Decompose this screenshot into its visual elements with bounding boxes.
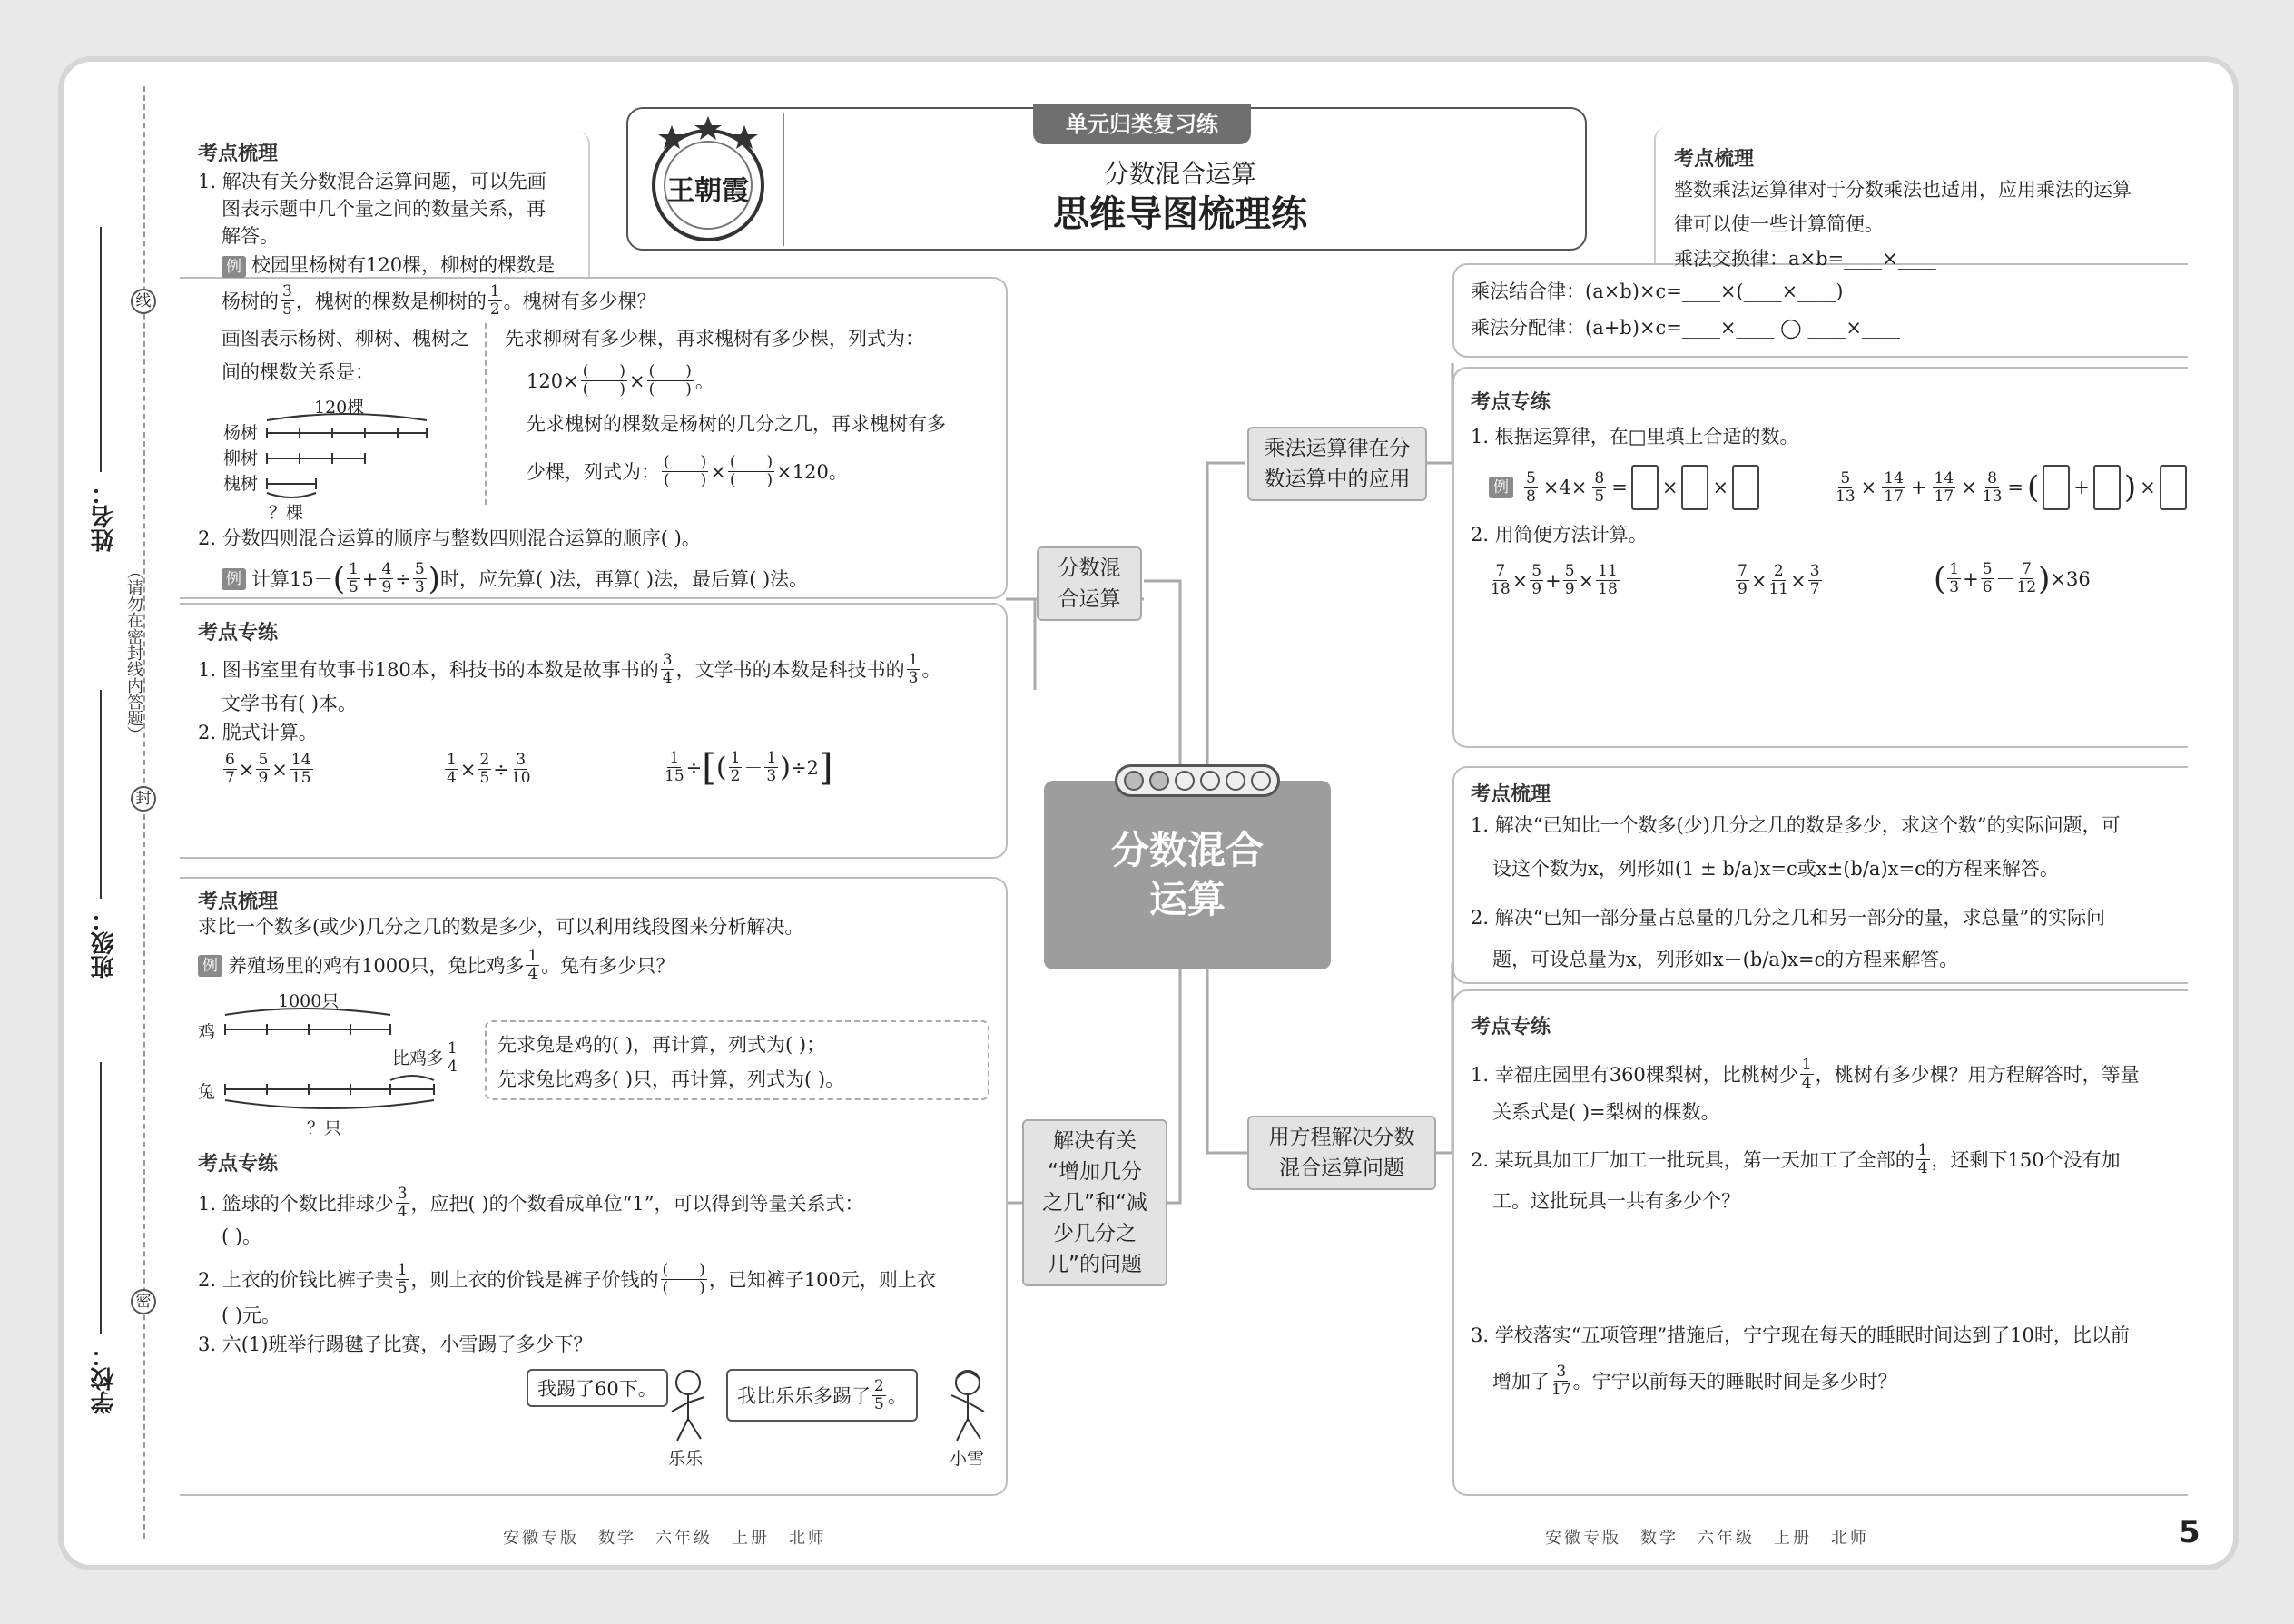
- blank-fraction-1[interactable]: $\frac{( )}{( )}$: [582, 362, 625, 399]
- s4-q2c: ，已知裤子100元，则上衣: [708, 1268, 936, 1291]
- s4-q1c: ( )。: [222, 1225, 262, 1247]
- s3-heading: 考点梳理: [198, 891, 279, 913]
- node-equation[interactable]: 用方程解决分数 混合运算问题: [1247, 1116, 1436, 1190]
- s6-q2: 2. 用简便方法计算。: [1471, 524, 1648, 546]
- s1-example-line1: 校园里杨树有120棵，柳树的棵数是: [251, 254, 556, 276]
- s4-q2b: ，则上衣的价钱是裤子价钱的: [410, 1268, 659, 1291]
- s1-r2: 120×: [527, 369, 579, 392]
- s8-q2a: 2. 某玩具加工厂加工一批玩具，第一天加工了全部的: [1471, 1148, 1915, 1171]
- center-topic-line1: 分数混合: [1110, 828, 1264, 872]
- s1-r3: 先求槐树的棵数是杨树的几分之几，再求槐树有多: [527, 413, 946, 435]
- footer-right: 安徽专版 数学 六年级 上册 北师: [1545, 1529, 1869, 1548]
- s1-example-line2b: ，槐树的棵数是柳树的: [295, 290, 487, 312]
- kid-xiaoxue-icon: [940, 1366, 995, 1448]
- s6-example-2: $\frac{5}{13}$ × $\frac{14}{17}$ + $\frac{14}{17}$ × $\frac{8}{13}$ = ( + ) ×: [1834, 465, 2187, 510]
- s6-example: 例 $\frac{5}{8}$ ×4× $\frac{8}{5}$ = × ×: [1489, 465, 1759, 510]
- binding-mark-2: 封: [131, 786, 156, 812]
- name-label: 姓名：: [91, 481, 118, 552]
- kid-lele-label: 乐乐: [668, 1449, 704, 1469]
- answer-box-1[interactable]: [1631, 465, 1659, 510]
- calc-2: $\frac{1}{4}$ × $\frac{2}{5}$ ÷ $\frac{3}{10}$: [447, 751, 531, 787]
- s4-q1b: ，应把( )的个数看成单位“1”，可以得到等量关系式：: [410, 1192, 864, 1215]
- example-tag: 例: [222, 256, 246, 278]
- s1-p1b: 图表示题中几个量之间的数量关系，再: [222, 198, 546, 220]
- binding-note: （请勿在密封线内答题）: [124, 563, 143, 743]
- seg2-row1: 鸡: [198, 1022, 216, 1042]
- s8-q3b: 增加了: [1492, 1370, 1550, 1393]
- s7-p3: 2. 解决“已知一部分量占总量的几分之几和另一部分的量，求总量”的实际问: [1471, 907, 2106, 929]
- s1-p1c: 解答。: [222, 225, 279, 247]
- seg2-more: 比鸡多: [392, 1048, 445, 1068]
- answer-box-4[interactable]: [2043, 465, 2070, 510]
- s3-p1: 求比一个数多(或少)几分之几的数是多少，可以利用线段图来分析解决。: [198, 916, 804, 938]
- s6-heading: 考点专练: [1471, 391, 1551, 414]
- s6-q1: 1. 根据运算律，在□里填上合适的数。: [1471, 426, 1799, 448]
- s4-q2a: 2. 上衣的价钱比裤子贵: [198, 1268, 394, 1291]
- binding-mark-1: 线: [131, 289, 156, 314]
- s5-p1: 整数乘法运算律对于分数乘法也适用，应用乘法的运算: [1674, 179, 2132, 201]
- page-title: 思维导图梳理练: [1053, 193, 1307, 235]
- s2-q2: 2. 脱式计算。: [198, 722, 318, 743]
- s1-p2: 2. 分数四则混合运算的顺序与整数四则混合运算的顺序( )。: [198, 527, 701, 549]
- s5-law2: 乘法结合律：(a×b)×c=____×(____×____): [1471, 281, 1844, 302]
- s4-q1a: 1. 篮球的个数比排球少: [198, 1192, 394, 1215]
- simplify-3: ( $\frac{1}{3}$ + $\frac{5}{6}$ － $\frac{7}{12}$ ) ×36: [1934, 560, 2091, 597]
- s8-q2-answer-area[interactable]: [1471, 1225, 2161, 1316]
- s1-draw2: 间的棵数关系是：: [222, 361, 374, 383]
- class-label: 班级：: [91, 908, 118, 979]
- calc-3: $\frac{1}{15}$ ÷ [ ( $\frac{1}{2}$ － $\frac{1}{3}$ ) ÷2 ]: [665, 746, 833, 789]
- s1-r4: 少棵，列式为：: [527, 460, 660, 483]
- s7-p4: 题，可设总量为x，列形如x－(b/a)x=c的方程来解答。: [1492, 949, 1959, 970]
- s3-d1: 先求兔是鸡的( )，再计算，列式为( )；: [497, 1034, 826, 1056]
- blank-fraction-5[interactable]: $\frac{( )}{( )}$: [662, 1261, 705, 1297]
- s3-example: 养殖场里的鸡有1000只，兔比鸡多: [228, 954, 525, 977]
- s3-example-b: 。兔有多少只？: [541, 954, 675, 977]
- s8-q1c: 关系式是( )=梨树的棵数。: [1492, 1101, 1720, 1123]
- seg1-question: ？棵: [269, 503, 304, 523]
- s4-q2d: ( )元。: [222, 1304, 281, 1326]
- s8-q1a: 1. 幸福庄园里有360棵梨树，比桃树少: [1471, 1063, 1798, 1086]
- s4-q3: 3. 六(1)班举行踢毽子比赛，小雪踢了多少下？: [198, 1334, 593, 1355]
- seg1-row2: 柳树: [223, 448, 259, 468]
- answer-box-2[interactable]: [1681, 465, 1708, 510]
- s3-d2: 先求兔比鸡多( )只，再计算，列式为( )。: [497, 1068, 845, 1090]
- speech-bubble-lele: 我踢了60下。: [527, 1369, 668, 1407]
- simplify-1: $\frac{7}{18}$ × $\frac{5}{9}$ + $\frac{5}{9}$ × $\frac{11}{18}$: [1491, 562, 1618, 598]
- s7-p2: 设这个数为x，列形如(1 ± b/a)x=c或x±(b/a)x=c的方程来解答。: [1492, 858, 2059, 880]
- s1-p1a: 1. 解决有关分数混合运算问题，可以先画: [198, 171, 546, 192]
- s1-p3b: 时，应先算( )法，再算( )法，最后算( )法。: [439, 567, 809, 590]
- center-topic: [1044, 781, 1331, 969]
- s5-law1: 乘法交换律：a×b=____×____: [1674, 248, 1936, 270]
- subject-title: 分数混合运算: [1103, 159, 1256, 189]
- node-multiplication-laws[interactable]: 乘法运算律在分 数运算中的应用: [1247, 427, 1427, 501]
- s8-q2c: 工。这批玩具一共有多少个？: [1492, 1190, 1740, 1212]
- s5-heading: 考点梳理: [1674, 148, 1755, 171]
- s5-law3: 乘法分配律：(a+b)×c=____×____ ◯ ____×____: [1471, 317, 1900, 339]
- s1-p3a: 计算15－: [251, 567, 333, 590]
- calc-1: $\frac{6}{7}$ × $\frac{5}{9}$ × $\frac{14}{15}$: [225, 751, 311, 787]
- s1-r4b: ×120。: [776, 460, 848, 483]
- footer-left: 安徽专版 数学 六年级 上册 北师: [503, 1529, 827, 1548]
- s8-q2b: ，还剩下150个没有加: [1931, 1148, 2121, 1171]
- example-tag-3: 例: [198, 955, 222, 977]
- blank-fraction-4[interactable]: $\frac{( )}{( )}$: [729, 453, 773, 489]
- seg2-row2: 兔: [198, 1082, 216, 1102]
- s8-q1b: ，桃树有多少棵？用方程解答时，等量: [1815, 1063, 2140, 1086]
- s7-heading: 考点梳理: [1471, 783, 1551, 806]
- logo-text: 王朝霞: [667, 175, 749, 207]
- s2-q1d: 文学书有( )本。: [222, 693, 358, 714]
- node-increase-decrease[interactable]: 解决有关 “增加几分 之几”和“减 少几分之 几”的问题: [1022, 1119, 1167, 1286]
- answer-box-5[interactable]: [2093, 465, 2121, 510]
- ribbon: 单元归类复习练: [1033, 104, 1251, 144]
- s1-example-line2a: 杨树的: [222, 290, 279, 312]
- school-label: 学校：: [91, 1343, 118, 1414]
- s1-example-line2c: 。槐树有多少棵？: [503, 290, 656, 312]
- seg1-row1: 杨树: [223, 423, 259, 443]
- kid-lele-icon: [661, 1366, 715, 1448]
- seg2-question: ？只: [307, 1118, 342, 1138]
- s2-q1b: ，文学书的本数是科技书的: [675, 658, 905, 681]
- blank-fraction-2[interactable]: $\frac{( )}{( )}$: [648, 362, 692, 399]
- s2-q1a: 1. 图书室里有故事书180本，科技书的本数是故事书的: [198, 658, 659, 681]
- node-fraction-mixed[interactable]: 分数混 合运算: [1037, 546, 1142, 621]
- page-background: 线 封 密 （请勿在密封线内答题） 姓名： 班级： 学校： 王朝霞 单元归类复习练 分数混合运算 思维导图梳理练 分数混合 运算 分数混 合运算 乘法运算律在分 数运算中的应用 解决有关 “增加几分 之几”和“减 少几分之 几”的问题 用方程解决分数 混合运算问题 考点梳理 1. 解决有关分数混合运算问题，可以先画 图表示题中几个量之间的数量关系，再 解答。 例 校园里杨树有120棵，柳树的棵数是 杨树的 $\frac{3}{5}$ ，槐树的棵数是柳树的 $\frac{1}{2}$ 。槐树有多少棵？ 画图表示杨树、柳树、槐树之 间的棵数关系是： 120棵 杨树 柳树 槐树 ？棵 先求柳树有多少棵，再求槐树有多少棵，列式为： 120× $\frac{( )}{( )}$ × $\frac{( )}{( )}$ 。 先求槐树的棵数是杨树的几分之几，再求槐树有多 少棵，列式为： $\frac{( )}{( )}$ × $\frac{( )}{( )}$ ×120。 2. 分数四则混合运算的顺序与整数四则混合运算的顺序( )。 例 计算15－ ( $\frac{1}{5}$ + $\frac{4}{9}$ ÷ $\frac{5}{3}$ ) 时，应先算( )法，再算( )法，最后算( )法。 考点专练 1. 图书室里有故事书180本，科技书的本数是故事书的 $\frac{3}{4}$ ，文学书的本数是科技书的 $\frac{1}{3}$ 。 文学书有( )本。 2. 脱式计算。 $\frac{6}{7}$ × $\frac{5}{9}$ × $\frac{14}{15}$ $\frac{1}{4}$ × $\frac{2}{5}$ ÷ $\frac{3}{10}$ $\frac{1}{15}$ ÷ [ ( $\frac{1}{2}$ － $\frac{1}{3}$ ) ÷2 ] 考点梳理 求比一个数多(或少)几分之几的数是多少，可以利用线段图来分析解决。 例 养殖场里的鸡有1000只，兔比鸡多 $\frac{1}{4}$ 。兔有多少只？ 1000只 鸡 兔 比鸡多 $\frac{1}{4}$ ？只 先求兔是鸡的( )，再计算，列式为( )； 先求兔比鸡多( )只，再计算，列式为( )。 考点专练 1. 篮球的个数比排球少 $\frac{3}{4}$ ，应把( )的个数看成单位“1”，可以得到等量关系式： ( )。 2. 上衣的价钱比裤子贵 $\frac{1}{5}$ ，则上衣的价钱是裤子价钱的 $\frac{( )}{( )}$ ，已知裤子100元，则上衣 ( )元。 3. 六(1)班举行踢毽子比赛，小雪踢了多少下？ 我踢了60下。 我比乐乐多踢了 $\frac{2}{5}$ 。 乐乐 小雪 考点梳理 整数乘法运算律对于分数乘法也适用，应用乘法的运算 律可以使一些计算简便。 乘法交换律：a×b=____×____ 乘法结合律：(a×b)×c=____×(____×____) 乘法分配律：(a+b)×c=____×____ ◯ ____×____ 考点专练 1. 根据运算律，在□里填上合适的数。 例 $\frac{5}{8}$ ×4× $\frac{8}{5}$ = × × $\frac{5}{13}$ × $\frac{14}{17}$ + $\frac{14}{17}$ × $\frac{8}{13}$ = ( + ) × 2. 用简便方法计算。 $\frac{7}{18}$ × $\frac{5}{9}$ + $\frac{5}{9}$ × $\frac{11}{18}$ $\frac{7}{9}$ × $\frac{2}{11}$ × $\frac{3}{7}$ ( $\frac{1}{3}$ + $\frac{5}{6}$ － $\frac{7}{12}$ ) ×36 考点梳理 1. 解决“已知比一个数多(少)几分之几的数是多少，求这个数”的实际问题，可 设这个数为x，列形如(1 ± b/a)x=c或x±(b/a)x=c的方程来解答。 2. 解决“已知一部分量占总量的几分之几和另一部分的量，求总量”的实际问 题，可设总量为x，列形如x－(b/a)x=c的方程来解答。 考点专练 1. 幸福庄园里有360棵梨树，比桃树少 $\frac{1}{4}$ ，桃树有多少棵？用方程解答时，等量 关系式是( )=梨树的棵数。 2. 某玩具加工厂加工一批玩具，第一天加工了全部的 $\frac{1}{4}$ ，还剩下150个没有加 工。这批玩具一共有多少个？ 3. 学校落实“五项管理”措施后，宁宁现在每天的睡眠时间达到了10时，比以前 增加了 $\frac{3}{17}$ 。宁宁以前每天的睡眠时间是多少时？ 安徽专版 数学 六年级 上册 北师 安徽专版 数学 六年级 上册 北师 5: [0, 0, 2294, 1624]
- s8-q3a: 3. 学校落实“五项管理”措施后，宁宁现在每天的睡眠时间达到了10时，比以前: [1471, 1324, 2130, 1346]
- seg1-top-label: 120棵: [314, 398, 365, 418]
- s8-q3c: 。宁宁以前每天的睡眠时间是多少时？: [1572, 1370, 1897, 1393]
- example-tag-2: 例: [222, 568, 246, 590]
- fraction-pencil-deco: [1115, 764, 1280, 797]
- answer-box-3[interactable]: [1732, 465, 1759, 510]
- answer-box-6[interactable]: [2160, 465, 2187, 510]
- s7-p1: 1. 解决“已知比一个数多(少)几分之几的数是多少，求这个数”的实际问题，可: [1471, 814, 2121, 836]
- speech-bubble-xiaoxue: 我比乐乐多踢了: [737, 1385, 871, 1407]
- s8-q3-answer-area[interactable]: [1471, 1407, 2161, 1489]
- s1-heading: 考点梳理: [198, 143, 279, 165]
- s2-q1c: 。: [921, 658, 941, 681]
- center-topic-line2: 运算: [1148, 877, 1226, 921]
- seg1-row3: 槐树: [223, 474, 259, 494]
- fraction-1-2: $\frac{1}{2}$: [489, 282, 500, 319]
- s5-p2: 律可以使一些计算简便。: [1674, 213, 1884, 235]
- s1-draw1: 画图表示杨树、柳树、槐树之: [222, 328, 469, 349]
- segment-diagram-trees: [263, 413, 436, 504]
- fraction-3-5: $\frac{3}{5}$: [282, 282, 292, 319]
- s8-heading: 考点专练: [1471, 1016, 1551, 1038]
- s4-heading: 考点专练: [198, 1153, 279, 1176]
- seg2-top-label: 1000只: [278, 991, 340, 1011]
- s1-r1: 先求柳树有多少棵，再求槐树有多少棵，列式为：: [505, 328, 924, 349]
- page-number: 5: [2179, 1514, 2200, 1550]
- s2-heading: 考点专练: [198, 622, 279, 645]
- blank-fraction-3[interactable]: $\frac{( )}{( )}$: [664, 453, 707, 489]
- s1-divider: [485, 323, 487, 505]
- simplify-2: $\frac{7}{9}$ × $\frac{2}{11}$ × $\frac{3}{7}$: [1738, 562, 1820, 598]
- kid-xiaoxue-label: 小雪: [950, 1449, 985, 1469]
- binding-mark-3: 密: [131, 1289, 156, 1314]
